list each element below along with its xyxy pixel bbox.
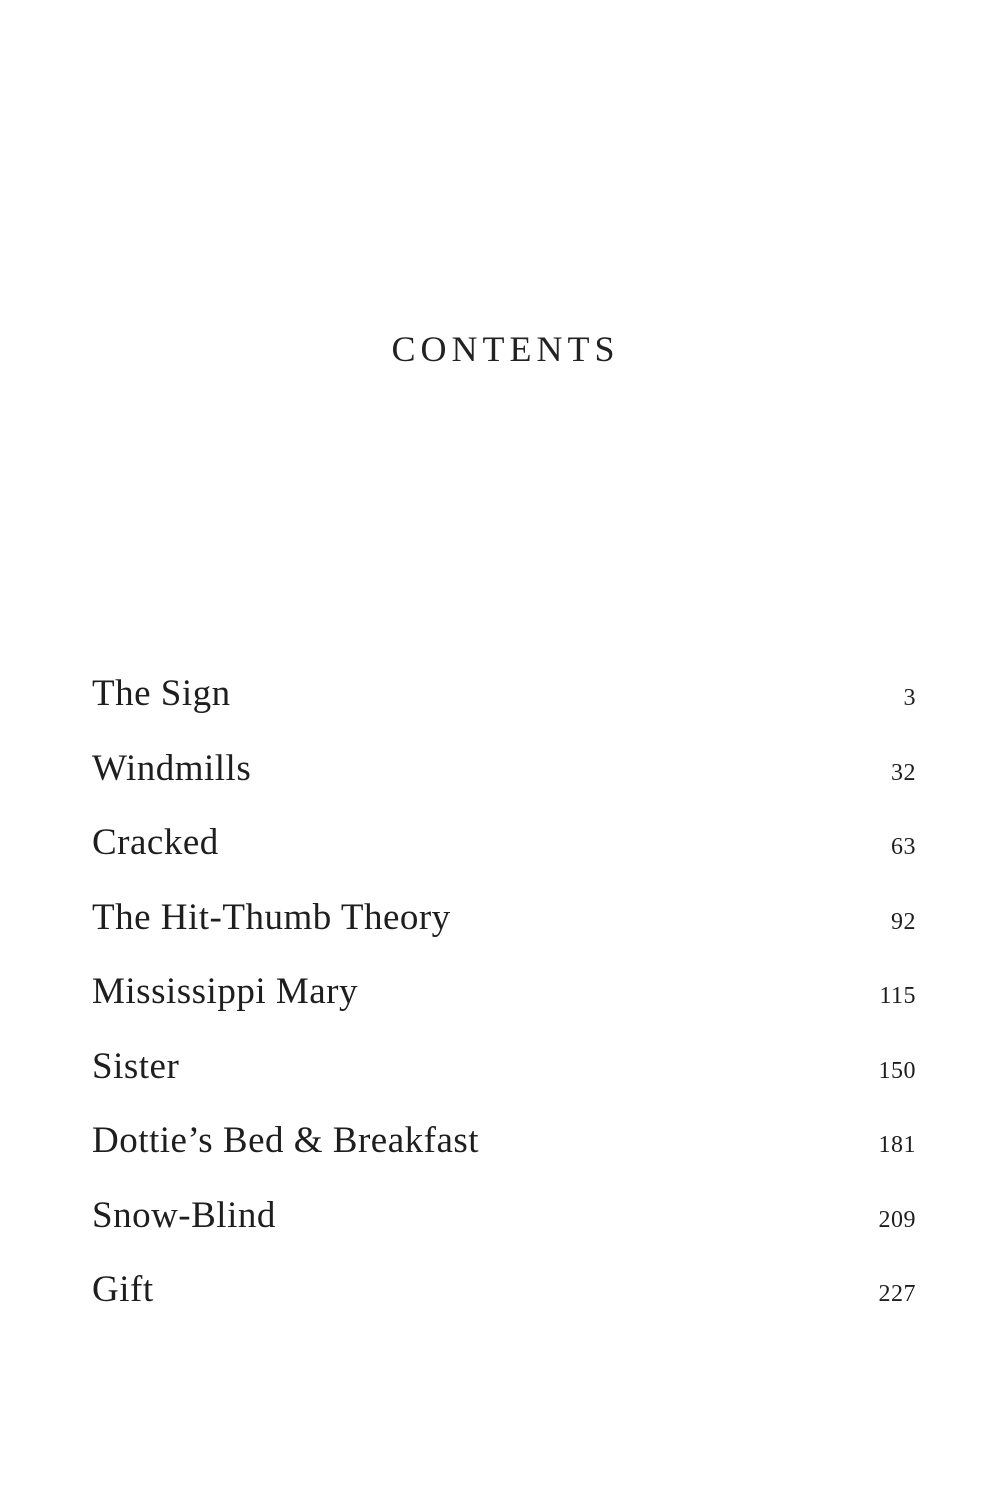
- toc-entry-title: Dottie’s Bed & Breakfast: [92, 1120, 480, 1161]
- toc-entry-dotties-bed-breakfast: [92, 1119, 916, 1194]
- toc-entry-gift: [92, 1268, 916, 1343]
- toc-entry-page-number: 63: [891, 834, 916, 860]
- toc-entry-the-sign: [92, 672, 916, 747]
- toc-entry-title: Sister: [92, 1045, 180, 1087]
- toc-entry-snow-blind: [92, 1194, 916, 1269]
- toc-entry-title: Snow-Blind: [92, 1194, 276, 1236]
- toc-entry-title: The Hit-Thumb Theory: [92, 896, 451, 938]
- toc-entry-page-number: 32: [891, 759, 916, 786]
- toc-entry-title: Gift: [92, 1269, 154, 1310]
- toc-entry-title: Cracked: [92, 822, 219, 863]
- toc-entry-page-number: 92: [891, 908, 916, 935]
- toc-entry-title: The Sign: [92, 673, 231, 714]
- toc-entry-page-number: 209: [878, 1206, 916, 1233]
- toc-entry-page-number: 3: [903, 685, 916, 711]
- toc-entry-page-number: 115: [879, 983, 916, 1009]
- contents-heading: CONTENTS: [391, 329, 620, 369]
- toc-entry-windmills: [92, 747, 916, 822]
- toc-entry-title: Windmills: [92, 747, 252, 789]
- toc-entry-page-number: 150: [878, 1057, 916, 1084]
- toc-entry-sister: [92, 1045, 916, 1120]
- table-of-contents: [92, 672, 916, 1343]
- toc-entry-title: Mississippi Mary: [92, 971, 359, 1012]
- toc-entry-page-number: 227: [878, 1281, 916, 1307]
- toc-entry-page-number: 181: [878, 1132, 916, 1158]
- toc-entry-cracked: [92, 821, 916, 896]
- toc-entry-mississippi-mary: [92, 970, 916, 1045]
- toc-entry-hit-thumb-theory: [92, 896, 916, 971]
